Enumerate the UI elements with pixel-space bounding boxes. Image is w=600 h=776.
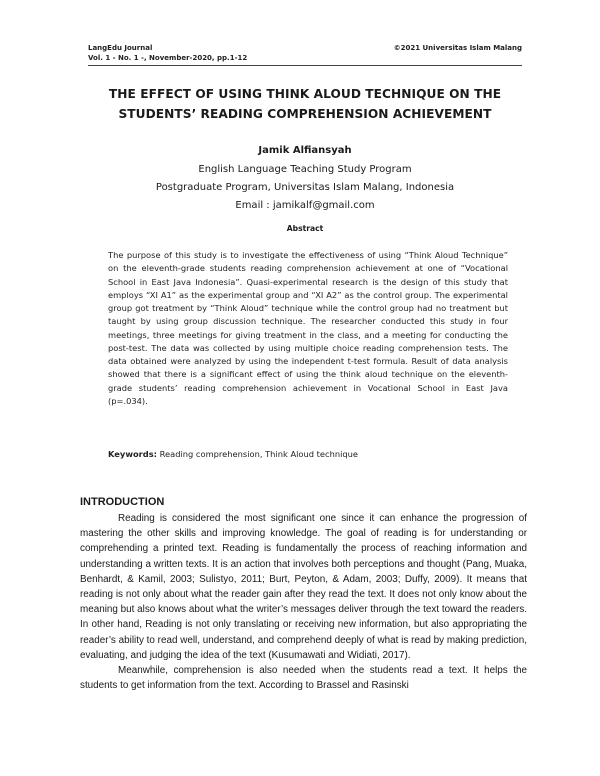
introduction-body bbox=[80, 511, 527, 693]
title-line-1: THE EFFECT OF USING THINK ALOUD TECHNIQUE ON THE bbox=[108, 87, 502, 101]
abstract-text: The purpose of this study is to investigate the effectiveness of using “Think Aloud Technique” on the eleventh-grade students reading comprehension achievement at one of “Vocational School in East Java Indonesia”. Quasi-experimental research is the design of this study that employs “XI A1” as the experimental group and “XI A2” as the control group. The experimental group got treatment by “Think Aloud” technique while the control group had no treatment but taught by using group discussion technique. The researcher conducted this study in four meetings, three meetings for giving treatment in the class, and a meeting for conducting the post-test. The data was collected by using multiple choice reading comprehension tests. The data obtained were analyzed by using the independent t-test formula. Result of data analysis showed that there is a significant effect of using the think aloud technique on the eleventh-grade students’ reading comprehension achievement in Vocational School in East Java (p=.034). bbox=[108, 250, 508, 406]
running-header bbox=[88, 43, 522, 63]
keywords-label: Keywords: bbox=[108, 449, 157, 459]
paper-title bbox=[95, 84, 515, 124]
author-institution: Postgraduate Program, Universitas Islam Malang, Indonesia bbox=[155, 182, 455, 193]
abstract-heading: Abstract bbox=[286, 224, 324, 233]
volume-info: Vol. 1 - No. 1 -, November-2020, pp.1-12 bbox=[88, 54, 248, 62]
title-line-2: STUDENTS’ READING COMPREHENSION ACHIEVEMENT bbox=[118, 107, 492, 121]
author-name: Jamik Alfiansyah bbox=[258, 145, 352, 156]
journal-name: LangEdu Journal bbox=[88, 44, 153, 52]
intro-paragraph-1: Reading is considered the most significant one since it can enhance the progression of mastering the other skills and improving knowledge. The goal of reading is for understanding or comprehending a printed text. Reading is fundamentally the process of reaching information and understanding a written texts. It is an action that involves both perceptions and thought (Pang, Muaka, Benhardt, & Kamil, 2003; Sulistyo, 2011; Burt, Peyton, & Adam, 2003; Duffy, 2009). It means that reading is not only about what the reader gain after they read the text. It does not only know about the meaning but also knows about what the writer’s messages deliver through the text toward the readers. In other hand, Reading is not only translating or receiving new information, but also appropriating the reader’s ability to read well, understand, and comprehend deeply of what is read by making prediction, evaluating, and judging the idea of the text (Kusumawati and Widiati, 2017). bbox=[80, 513, 527, 661]
keywords-list: Reading comprehension, Think Aloud technique bbox=[156, 449, 359, 459]
introduction-heading: INTRODUCTION bbox=[80, 496, 165, 508]
header-rule bbox=[88, 65, 522, 66]
copyright-notice: ©2021 Universitas Islam Malang bbox=[393, 44, 522, 52]
keywords bbox=[108, 448, 508, 461]
intro-paragraph-2: Meanwhile, comprehension is also needed when the students read a text. It helps the students to get information from the text. According to Brassel and Rasinski bbox=[80, 665, 527, 692]
author-program: English Language Teaching Study Program bbox=[198, 164, 412, 175]
author-block bbox=[88, 143, 522, 215]
author-email: Email : jamikalf@gmail.com bbox=[235, 200, 375, 211]
